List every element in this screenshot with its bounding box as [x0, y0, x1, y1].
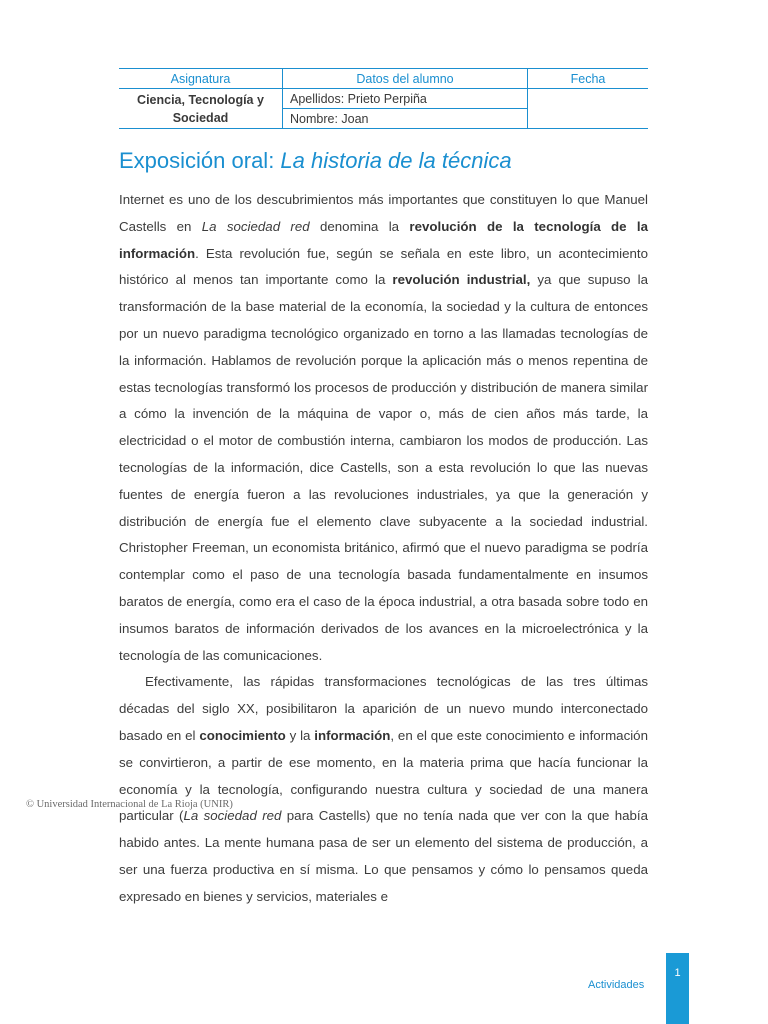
- title-prefix: Exposición oral:: [119, 148, 281, 173]
- date-cell: [528, 89, 649, 129]
- p2-text-4: para Castells) que no tenía nada que ver con la que había habido antes. La mente humana pasa de ser un elemento del sistema de producción, a ser una fuerza productiva en sí misma. Lo que pensamos y cómo lo pensamos queda expresado en bienes y servicios, materiales e: [119, 808, 649, 904]
- subject-cell: [119, 89, 283, 129]
- name-cell: Nombre: Joan: [283, 109, 528, 129]
- p2-text-1: Efectivamente, las rápidas transformaciones tecnológicas de las tres últimas décadas del siglo XX, posibilitaron la aparición de un nuevo mundo interconectado basado en el: [119, 674, 648, 743]
- subject-line1: Ciencia, Tecnología y: [137, 92, 264, 107]
- p1-text-2: denomina la: [309, 218, 410, 234]
- p2-bold-1: conocimiento: [199, 727, 286, 743]
- header-date: Fecha: [528, 69, 649, 89]
- p1-text-4: ya que supuso la transformación de la base material de la economía, la sociedad y la cultura de entonces por un nuevo paradigma tecnológico organizado en torno a las llamadas tecnologías de la información. Hablamos de revolución porque la aplicación más o menos repentina de estas tecnologías transformó los procesos de producción y distribución de manera similar a cómo la invención de la máquina de vapor o, más de cien años más tarde, la electricidad o el motor de combustión interna, cambiaron los modos de producción. Las tecnologías de la información, dice Castells, son a esta revolución lo que las nuevas fuentes de energía fueron a las revoluciones industriales, ya que la generación y distribución de energía fue el elemento clave subyacente a la sociedad industrial. Christopher Freeman, un economista británico, afirmó que el nuevo paradigma se podría contemplar como el paso de una tecnología basada fundamentalmente en insumos baratos de energía, como era el caso de la época industrial, a otra basada sobre todo en insumos baratos de información derivados de los avances en la microelectrónica y la tecnología de las comunicaciones.: [119, 272, 648, 663]
- p1-italic-1: La sociedad red: [201, 218, 310, 234]
- page-number: 1: [674, 967, 681, 979]
- surname-cell: Apellidos: Prieto Perpiña: [283, 89, 528, 109]
- p1-text-1: Internet es uno de los descubrimientos más importantes que constituyen lo que Manuel Castells en: [119, 192, 648, 234]
- p1-bold-1: revolución de la tecnología de la información: [119, 218, 648, 261]
- header-student-data: Datos del alumno: [283, 69, 528, 89]
- p1-text-3: . Esta revolución fue, según se señala en este libro, un acontecimiento histórico al menos tan importante como la: [119, 245, 648, 288]
- footer-section-label: Actividades: [588, 979, 645, 991]
- student-header-table: [119, 68, 648, 129]
- p2-text-3: , en el que este conocimiento e información se convirtieron, a partir de ese momento, en la materia prima que hacía funcionar la economía y la tecnología, configurando nuestra cultura y sociedad de una manera particular (: [119, 727, 648, 824]
- paragraph-2: [119, 669, 648, 910]
- page-title: [119, 148, 512, 174]
- subject-line2: Sociedad: [172, 110, 229, 125]
- p1-bold-2: revolución industrial,: [392, 272, 531, 288]
- title-italic: La historia de la técnica: [280, 148, 512, 173]
- page-number-tab: [666, 953, 689, 1024]
- paragraph-1: [119, 187, 648, 669]
- p2-bold-2: información: [314, 727, 391, 743]
- copyright-notice: © Universidad Internacional de La Rioja (UNIR): [26, 799, 233, 810]
- p2-italic-1: La sociedad red: [183, 808, 282, 824]
- p2-text-2: y la: [285, 727, 315, 743]
- header-subject: Asignatura: [119, 69, 283, 89]
